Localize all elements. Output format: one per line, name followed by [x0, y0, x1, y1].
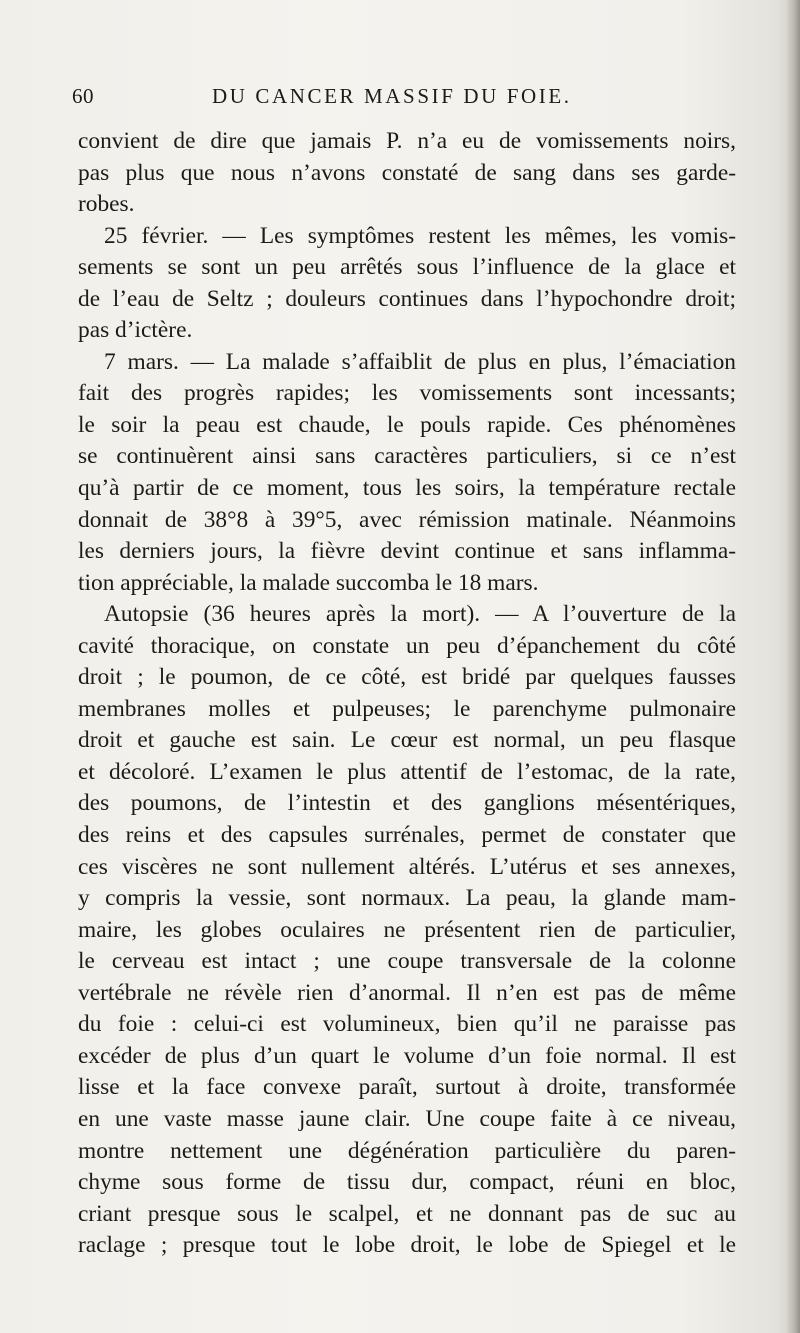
text-line: du foie : celui-ci est volumineux, bien qu’il ne paraisse pas — [78, 1011, 736, 1038]
text-line: excéder de plus d’un quart le volume d’un foie normal. Il est — [78, 1042, 736, 1069]
text-line: y compris la vessie, sont normaux. La peau, la glande mam- — [78, 885, 736, 912]
running-title: DU CANCER MASSIF DU FOIE. — [212, 84, 572, 108]
text-line: lisse et la face convexe paraît, surtout à droite, transformée — [78, 1074, 736, 1101]
text-line: pas d’ictère. — [78, 317, 193, 344]
text-line: pas plus que nous n’avons constaté de sang dans ses garde- — [78, 159, 736, 186]
text-line: en une vaste masse jaune clair. Une coupe faite à ce niveau, — [78, 1105, 736, 1132]
text-line: tion appréciable, la malade succomba le 18 mars. — [78, 569, 539, 596]
text-line: robes. — [78, 191, 135, 218]
text-line: les derniers jours, la fièvre devint continue et sans inflamma- — [78, 538, 736, 565]
text-line: sements se sont un peu arrêtés sous l’influence de la glace et — [78, 254, 736, 281]
text-line: Autopsie (36 heures après la mort). — A l’ouverture de la — [104, 601, 736, 628]
text-line: fait des progrès rapides; les vomissements sont incessants; — [78, 380, 736, 407]
text-line: criant presque sous le scalpel, et ne donnant pas de suc au — [78, 1200, 736, 1227]
text-line: 25 février. — Les symptômes restent les mêmes, les vomis- — [104, 222, 736, 249]
text-line: se continuèrent ainsi sans caractères particuliers, si ce n’est — [78, 443, 736, 470]
text-line: chyme sous forme de tissu dur, compact, réuni en bloc, — [78, 1169, 736, 1196]
body-text — [78, 126, 736, 1262]
text-line: qu’à partir de ce moment, tous les soirs, la température rectale — [78, 475, 736, 502]
text-line: membranes molles et pulpeuses; le parenchyme pulmonaire — [78, 695, 736, 722]
text-line: convient de dire que jamais P. n’a eu de vomissements noirs, — [78, 128, 736, 154]
text-line: et décoloré. L’examen le plus attentif de l’estomac, de la rate, — [78, 758, 736, 785]
text-line: ces viscères ne sont nullement altérés. L’utérus et ses annexes, — [78, 853, 736, 880]
text-line: de l’eau de Seltz ; douleurs continues dans l’hypochondre droit; — [78, 285, 736, 312]
text-line: maire, les globes oculaires ne présentent rien de particulier, — [78, 916, 736, 943]
page-number: 60 — [72, 84, 94, 108]
text-line: droit ; le poumon, de ce côté, est bridé par quelques fausses — [78, 664, 736, 691]
text-line: vertébrale ne révèle rien d’anormal. Il n’en est pas de même — [78, 979, 736, 1006]
text-line: cavité thoracique, on constate un peu d’épanchement du côté — [78, 632, 736, 659]
text-line: droit et gauche est sain. Le cœur est normal, un peu flasque — [78, 727, 736, 754]
text-line: des poumons, de l’intestin et des ganglions mésentériques, — [78, 790, 736, 817]
page-gutter-shadow — [786, 0, 800, 1333]
text-line: montre nettement une dégénération particulière du paren- — [78, 1137, 736, 1164]
text-line: 7 mars. — La malade s’affaiblit de plus en plus, l’émaciation — [104, 348, 736, 375]
page-header — [72, 84, 672, 114]
text-line: donnait de 38°8 à 39°5, avec rémission matinale. Néanmoins — [78, 506, 736, 533]
text-line: le soir la peau est chaude, le pouls rapide. Ces phénomènes — [78, 411, 736, 438]
text-line: raclage ; presque tout le lobe droit, le lobe de Spiegel et le — [78, 1232, 736, 1259]
text-line: des reins et des capsules surrénales, permet de constater que — [78, 822, 736, 849]
text-line: le cerveau est intact ; une coupe transversale de la colonne — [78, 948, 736, 975]
